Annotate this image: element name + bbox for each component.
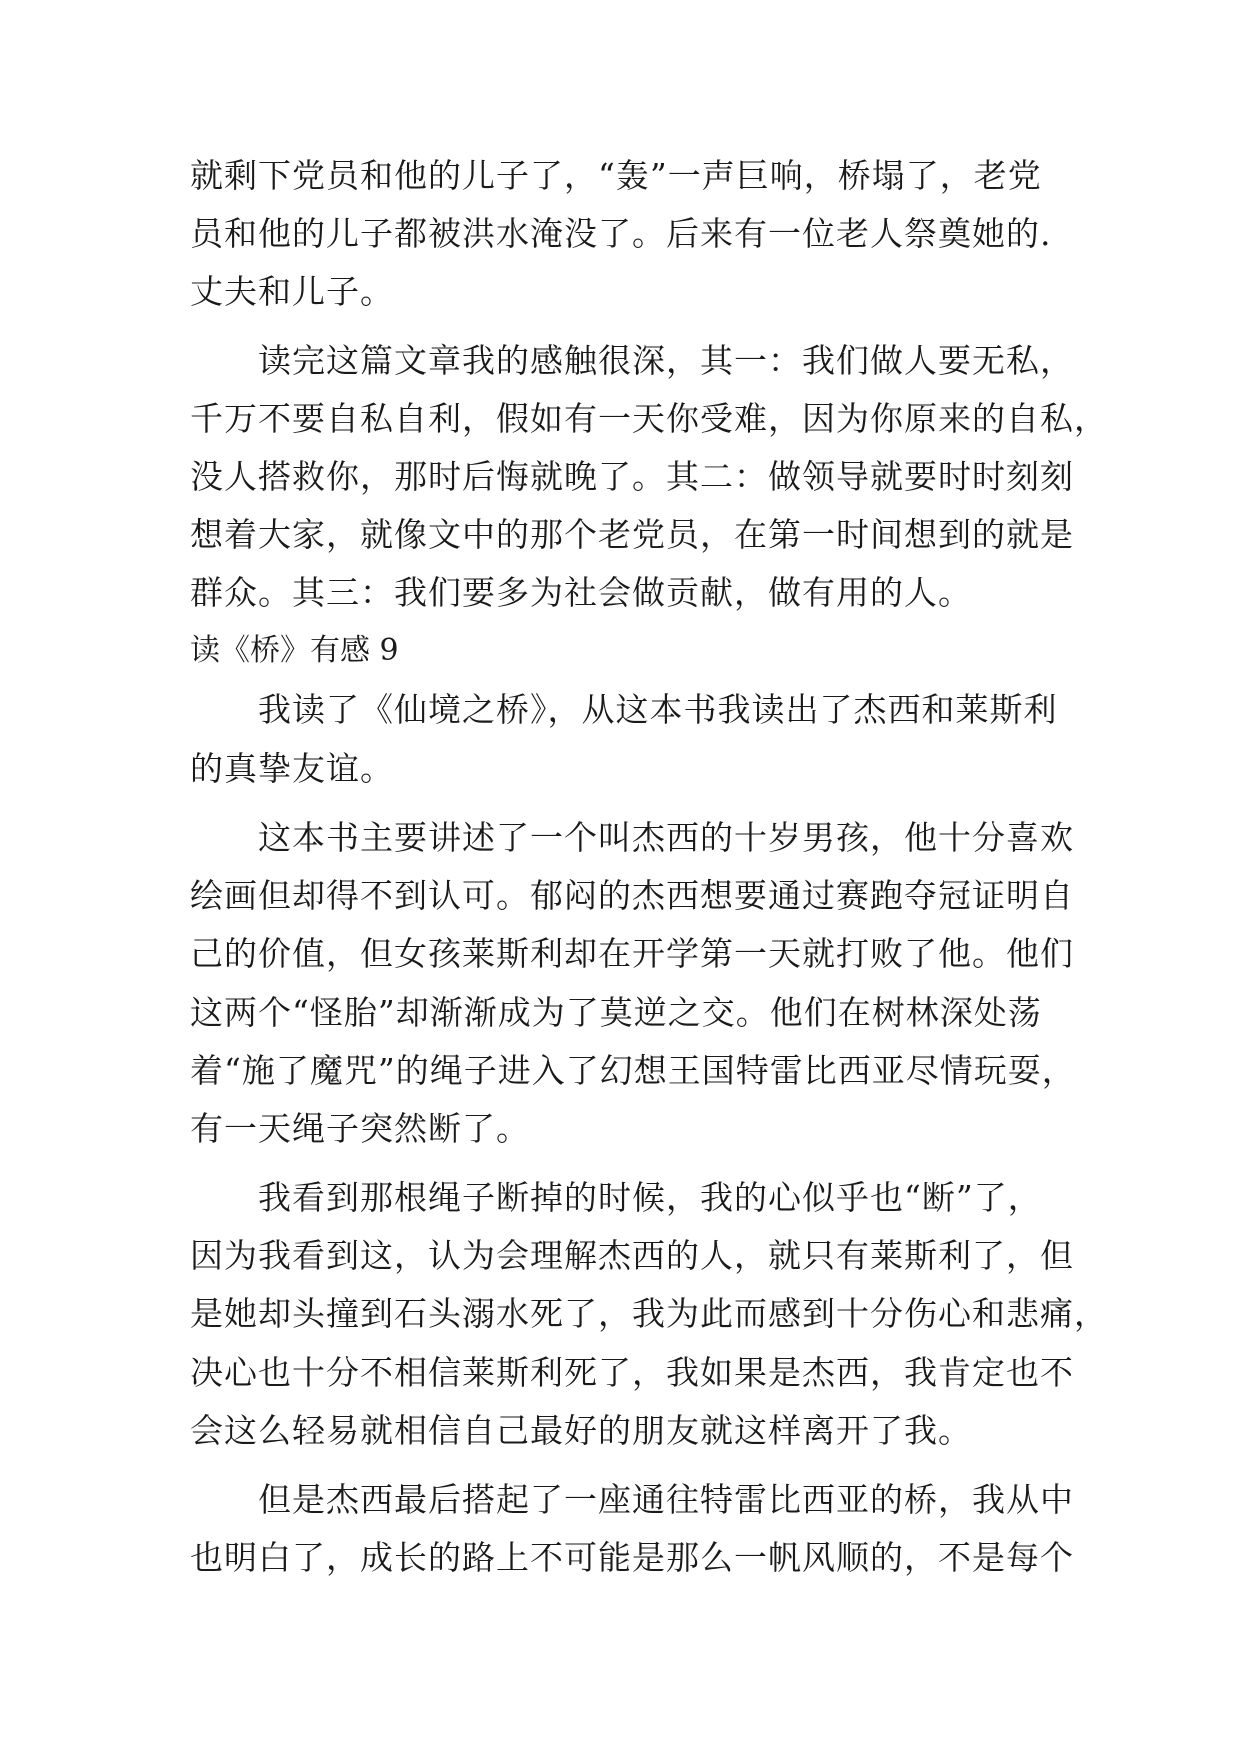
paragraph-start: 读完这篇文章我的感触很深，其一：我们做人要无私，	[258, 341, 1074, 380]
paragraph-start: 这本书主要讲述了一个叫杰西的十岁男孩，他十分喜欢	[258, 818, 1074, 857]
paragraph-start: 我看到那根绳子断掉的时候，我的心似乎也“断”了，	[258, 1178, 1042, 1217]
text-line: 有一天绳子突然断了。	[190, 1109, 530, 1148]
text-line: 己的价值，但女孩莱斯利却在开学第一天就打败了他。他们	[190, 934, 1074, 973]
text-line: 这两个“怪胎”却渐渐成为了莫逆之交。他们在树林深处荡	[190, 993, 1042, 1032]
text-line: 就剩下党员和他的儿子了，“轰”一声巨响，桥塌了，老党	[190, 156, 1042, 195]
text-line: 想着大家，就像文中的那个老党员，在第一时间想到的就是	[190, 515, 1074, 554]
text-line: 是她却头撞到石头溺水死了，我为此而感到十分伤心和悲痛，	[190, 1294, 1108, 1333]
text-line: 千万不要自私自利，假如有一天你受难，因为你原来的自私，	[190, 399, 1108, 438]
text-line: 绘画但却得不到认可。郁闷的杰西想要通过赛跑夺冠证明自	[190, 876, 1074, 915]
section-heading: 读《桥》有感 9	[190, 633, 399, 668]
text-line: 员和他的儿子都被洪水淹没了。后来有一位老人祭奠她的.	[190, 214, 1052, 253]
text-line: 决心也十分不相信莱斯利死了，我如果是杰西，我肯定也不	[190, 1353, 1074, 1392]
text-line: 着“施了魔咒”的绳子进入了幻想王国特雷比西亚尽情玩耍，	[190, 1051, 1076, 1090]
text-line: 群众。其三：我们要多为社会做贡献，做有用的人。	[190, 573, 972, 612]
paragraph-start: 但是杰西最后搭起了一座通往特雷比西亚的桥，我从中	[258, 1480, 1074, 1519]
text-line: 因为我看到这，认为会理解杰西的人，就只有莱斯利了，但	[190, 1236, 1074, 1275]
paragraph-start: 我读了《仙境之桥》，从这本书我读出了杰西和莱斯利	[258, 690, 1058, 729]
text-line: 没人搭救你，那时后悔就晚了。其二：做领导就要时时刻刻	[190, 457, 1074, 496]
text-line: 的真挚友谊。	[190, 749, 394, 788]
text-line: 也明白了，成长的路上不可能是那么一帆风顺的，不是每个	[190, 1538, 1074, 1577]
text-line: 会这么轻易就相信自己最好的朋友就这样离开了我。	[190, 1411, 972, 1450]
text-line: 丈夫和儿子。	[190, 272, 394, 311]
